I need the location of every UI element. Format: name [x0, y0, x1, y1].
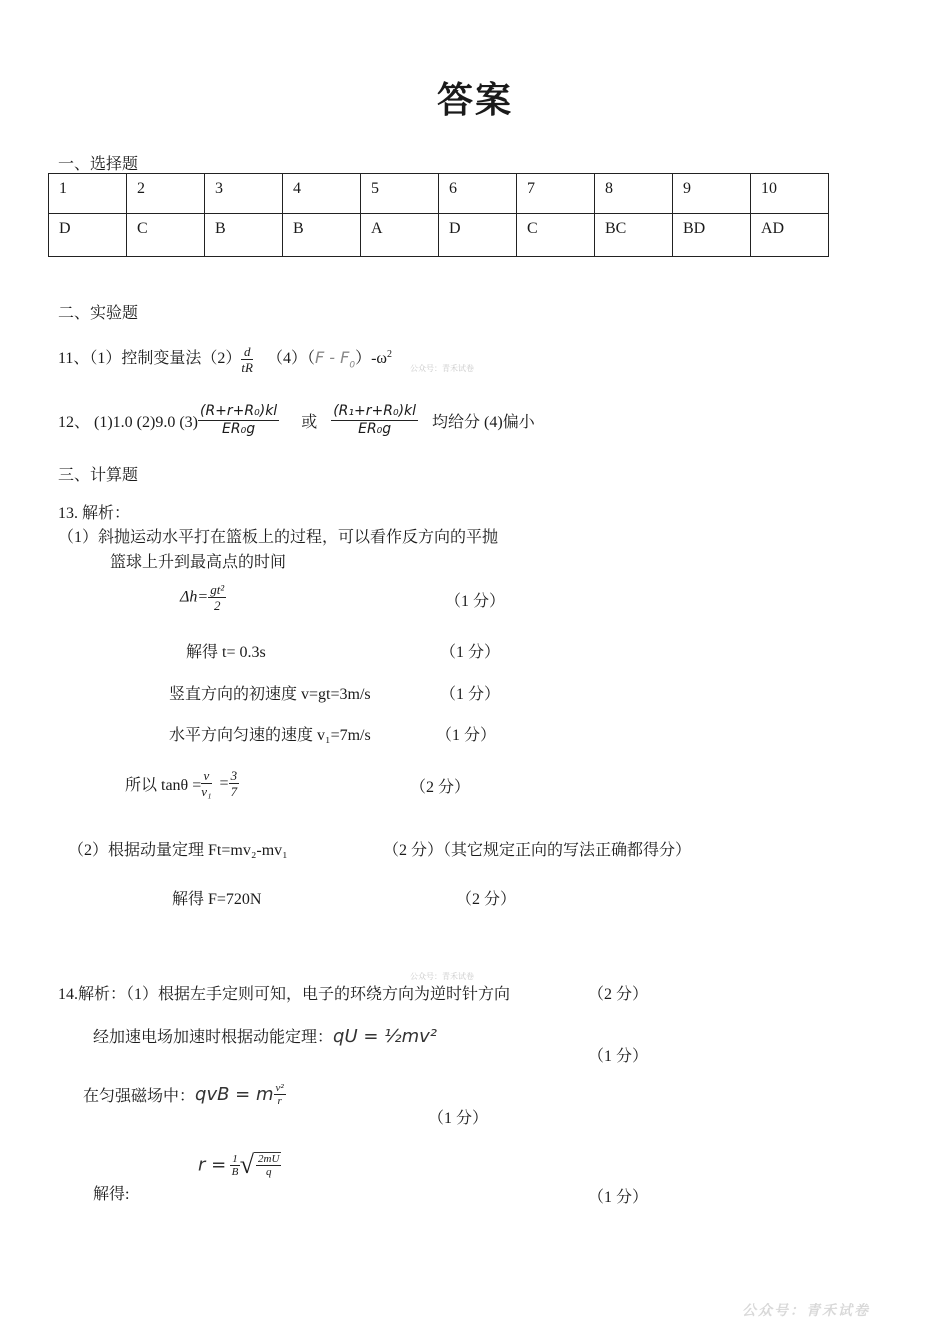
eq5-fraction-1	[201, 768, 211, 799]
table-cell: D	[439, 214, 517, 257]
q14-line4-text: 解得:	[93, 1186, 130, 1203]
table-cell: 3	[205, 174, 283, 214]
table-cell: 2	[127, 174, 205, 214]
q14-line4-lhs: r =	[198, 1154, 227, 1176]
fraction-denominator: r	[277, 1095, 282, 1107]
q11-f-sub: 0	[349, 360, 356, 371]
fraction-denominator: tR	[241, 360, 253, 375]
q12-fraction-2	[331, 403, 418, 438]
q12-tail: 均给分 (4)偏小	[432, 414, 535, 431]
fraction-denominator: q	[265, 1166, 272, 1178]
table-cell: AD	[751, 214, 829, 257]
radical-sign: √	[239, 1150, 254, 1179]
table-cell: 9	[673, 174, 751, 214]
section-experiment-title: 二、实验题	[58, 305, 139, 322]
watermark-small: 公众号：青禾试卷	[410, 364, 474, 373]
q14-head-score: （2 分）	[588, 986, 649, 1003]
table-cell: B	[283, 214, 361, 257]
q12-lead: 12、 (1)1.0 (2)9.0 (3)	[58, 414, 198, 431]
q12-fraction-1	[198, 403, 279, 438]
fraction-numerator: 3	[230, 768, 238, 783]
table-cell: C	[127, 214, 205, 257]
table-cell: A	[361, 214, 439, 257]
q13-eq4: 水平方向匀速的速度 v₁=7m/s	[169, 727, 371, 744]
section-choice-title: 一、选择题	[58, 156, 139, 173]
q14-line2-eq: qU = ½mv²	[333, 1026, 437, 1047]
q13-eq6-score: （2 分）	[456, 891, 517, 908]
q13-eq3-score: （1 分）	[440, 686, 501, 703]
table-cell: D	[49, 214, 127, 257]
fraction-denominator: ER₀g	[222, 421, 256, 437]
q11-f-expr: F - F	[315, 348, 350, 368]
table-cell: BD	[673, 214, 751, 257]
fraction-numerator: 2mU	[258, 1153, 280, 1165]
fraction-numerator: (R₁+r+R₀)kl	[333, 403, 417, 419]
eq5-equals: =	[219, 774, 229, 792]
fraction-numerator: (R+r+R₀)kl	[199, 403, 278, 419]
radicand	[254, 1152, 281, 1178]
fraction-denominator: 7	[230, 784, 238, 799]
q13-eq6: 解得 F=720N	[172, 891, 262, 908]
fraction-numerator: v²	[275, 1082, 284, 1094]
q11-tail-sup: 2	[386, 348, 392, 360]
sqrt-symbol	[240, 1152, 282, 1178]
table-cell: 7	[517, 174, 595, 214]
watermark-footer: 公众号：青禾试卷	[742, 1303, 870, 1319]
answer-table	[48, 173, 829, 257]
q13-part2-score: （2 分）（其它规定正向的写法正确都得分）	[383, 842, 692, 859]
q14-line3-text: 在匀强磁场中：	[83, 1088, 196, 1105]
q11-fraction	[241, 344, 253, 375]
q13-eq2-score: （1 分）	[440, 644, 501, 661]
q11-tail: ）-ω	[355, 350, 387, 368]
q13-eq1	[180, 582, 226, 613]
table-cell: 6	[439, 174, 517, 214]
q13-part1b: 篮球上升到最高点的时间	[110, 554, 287, 571]
q11-line	[58, 344, 392, 375]
eq5-lead: 所以 tanθ =	[125, 777, 202, 794]
q13-eq1-score: （1 分）	[445, 593, 506, 610]
q13-part2: （2）根据动量定理 Ft=mv₂-mv₁	[68, 842, 288, 859]
table-cell: BC	[595, 214, 673, 257]
q12-or: 或	[301, 414, 318, 431]
table-cell: 5	[361, 174, 439, 214]
page-title: 答案	[436, 80, 513, 121]
q11-part4: （4）（	[266, 350, 315, 368]
eq1-lhs: Δh=	[180, 588, 209, 606]
table-cell: C	[517, 214, 595, 257]
table-row-numbers	[49, 174, 829, 214]
table-cell: 1	[49, 174, 127, 214]
fraction-numerator: gt²	[210, 582, 225, 597]
fraction-numerator: v	[201, 768, 211, 784]
fraction-numerator: 1	[232, 1152, 238, 1165]
q13-eq3: 竖直方向的初速度 v=gt=3m/s	[169, 686, 371, 703]
q14-line3	[83, 1082, 286, 1107]
q13-eq2: 解得 t= 0.3s	[186, 644, 266, 661]
q14-line4-eq	[198, 1152, 281, 1178]
q11-lead: 11、（1）控制变量法（2）	[58, 350, 242, 368]
table-cell: B	[205, 214, 283, 257]
table-cell: 8	[595, 174, 673, 214]
q14-line2-text: 经加速电场加速时根据动能定理：	[93, 1029, 334, 1046]
q13-part1: （1）斜抛运动水平打在篮板上的过程，可以看作反方向的平抛	[58, 529, 499, 546]
radicand-fraction	[256, 1153, 281, 1178]
q14-line2	[93, 1024, 437, 1047]
q13-head: 13. 解析：	[58, 505, 131, 522]
fraction-denominator: 2	[213, 598, 221, 613]
fraction-denominator: v₁	[201, 784, 212, 799]
fraction-denominator: B	[231, 1165, 239, 1178]
q14-head: 14.解析：（1）根据左手定则可知，电子的环绕方向为逆时针方向	[58, 986, 511, 1003]
q14-line3-fraction	[274, 1082, 286, 1107]
watermark-small-2: 公众号：青禾试卷	[410, 972, 474, 981]
eq1-fraction	[208, 582, 226, 613]
q14-line2-score: （1 分）	[588, 1048, 649, 1065]
q13-eq4-score: （1 分）	[436, 727, 497, 744]
q14-line3-eq: qvB = m	[195, 1084, 274, 1105]
q13-eq5	[125, 768, 239, 799]
q14-line4-score: （1 分）	[588, 1189, 649, 1206]
q14-line3-score: （1 分）	[428, 1110, 489, 1127]
table-cell: 10	[751, 174, 829, 214]
q14-line4-fraction	[230, 1153, 240, 1178]
table-row-answers	[49, 214, 829, 257]
section-calc-title: 三、计算题	[58, 467, 139, 484]
q13-eq5-score: （2 分）	[410, 779, 471, 796]
fraction-denominator: ER₀g	[358, 421, 392, 437]
q12-line	[58, 403, 535, 438]
fraction-numerator: d	[241, 344, 253, 360]
table-cell: 4	[283, 174, 361, 214]
eq5-fraction-2	[229, 768, 240, 799]
